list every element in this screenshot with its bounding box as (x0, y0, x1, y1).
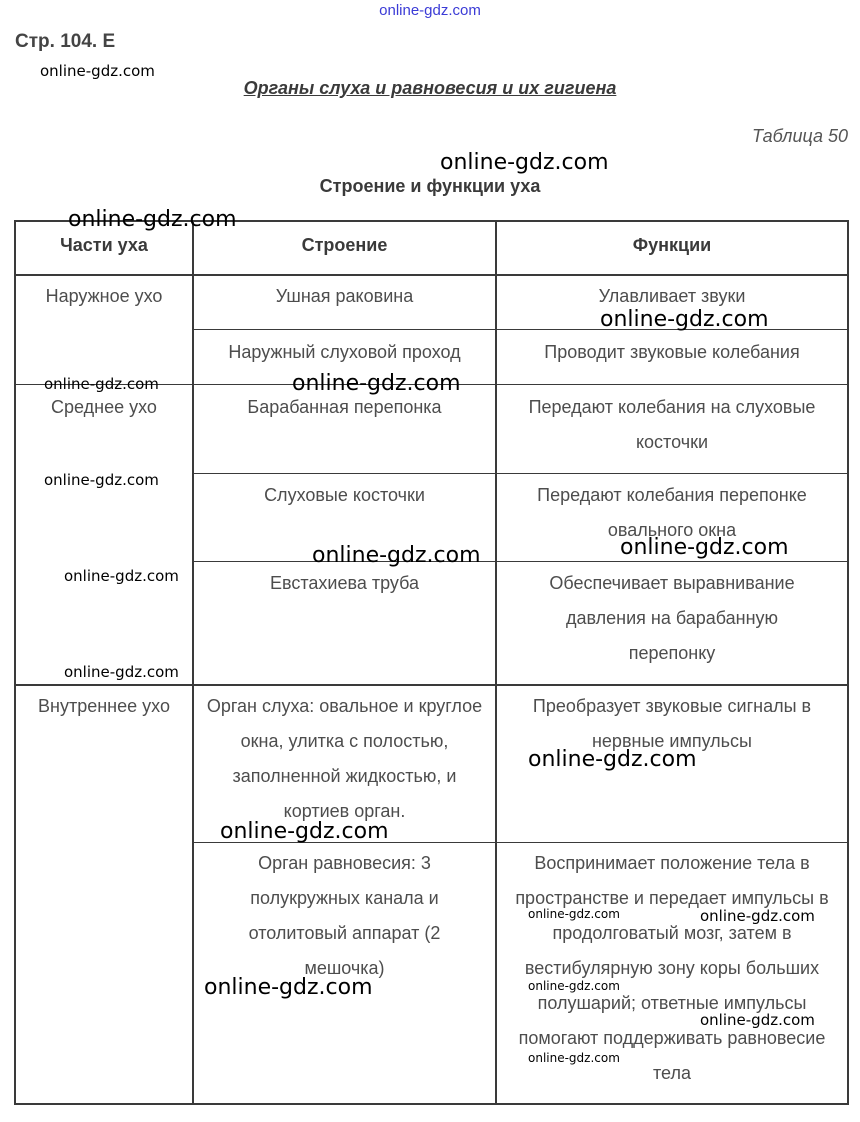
function-cell: Улавливает звуки (598, 286, 746, 306)
watermark: online-gdz.com (600, 307, 769, 332)
function-cell: Обеспечивает выравнивание давления на барабанную перепонку (549, 573, 795, 663)
table-number: Таблица 50 (751, 126, 848, 146)
column-header-functions: Функции (632, 235, 712, 255)
watermark: online-gdz.com (292, 371, 461, 396)
watermark: online-gdz.com (528, 979, 620, 993)
top-watermark: online-gdz.com (379, 2, 481, 19)
function-cell: Преобразует звуковые сигналы в нервные импульсы (532, 696, 812, 751)
function-cell: Воспринимает положение тела в пространстве и передает импульсы в продолговатый мозг, затем в вестибулярную зону коры больших полушарий; ответные импульсы помогают поддерживать равновесие тела (515, 853, 829, 1083)
watermark: online-gdz.com (220, 819, 389, 844)
structure-cell: Орган равновесия: 3 полукружных канала и отолитовый аппарат (2 мешочка) (248, 853, 441, 978)
watermark: online-gdz.com (64, 567, 179, 585)
part-outer-ear: Наружное ухо (45, 286, 163, 306)
watermark: online-gdz.com (700, 907, 815, 925)
part-inner-ear: Внутреннее ухо (38, 696, 170, 716)
column-header-parts: Части уха (60, 235, 148, 255)
structure-cell: Орган слуха: овальное и круглое окна, улитка с полостью, заполненной жидкостью, и кортиев орган. (206, 696, 483, 821)
structure-cell: Наружный слуховой проход (228, 342, 461, 362)
function-cell: Передают колебания перепонке овального окна (537, 485, 807, 540)
part-middle-ear: Среднее ухо (51, 397, 157, 417)
structure-cell: Ушная раковина (275, 286, 414, 306)
watermark: online-gdz.com (700, 1011, 815, 1029)
document-title: Органы слуха и равновесия и их гигиена (243, 78, 617, 98)
watermark: online-gdz.com (312, 543, 481, 568)
watermark: online-gdz.com (620, 535, 789, 560)
watermark: online-gdz.com (44, 471, 159, 489)
watermark: online-gdz.com (528, 907, 620, 921)
function-cell: Передают колебания на слуховые косточки (528, 397, 816, 452)
structure-cell: Евстахиева труба (269, 573, 420, 593)
watermark: online-gdz.com (528, 747, 697, 772)
structure-cell: Слуховые косточки (264, 485, 425, 505)
watermark: online-gdz.com (64, 663, 179, 681)
watermark: online-gdz.com (40, 62, 155, 80)
structure-cell: Барабанная перепонка (247, 397, 442, 417)
function-cell: Проводит звуковые колебания (544, 342, 800, 362)
watermark: online-gdz.com (528, 1051, 620, 1065)
page-reference: Стр. 104. Е (15, 31, 116, 52)
watermark: online-gdz.com (440, 150, 609, 175)
table-title: Строение и функции уха (319, 176, 541, 196)
watermark: online-gdz.com (204, 975, 373, 1000)
watermark: online-gdz.com (68, 207, 237, 232)
watermark: online-gdz.com (44, 375, 159, 393)
column-header-structure: Строение (301, 235, 388, 255)
